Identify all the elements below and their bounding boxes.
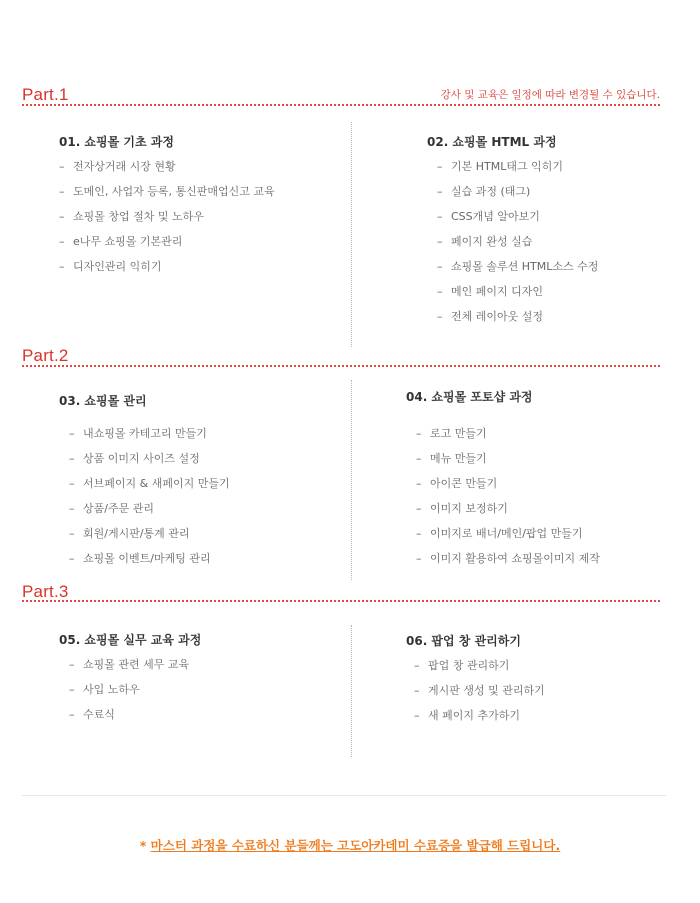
course-title: 03. 쇼핑몰 관리 [59, 394, 147, 408]
list-item: – 내쇼핑몰 카테고리 만들기 [69, 421, 230, 446]
list-item: – 쇼핑몰 관련 세무 교육 [69, 652, 201, 677]
asterisk: * [139, 838, 151, 853]
dash-icon: – [416, 477, 422, 490]
dash-icon: – [437, 285, 443, 298]
list-item: – 쇼핑몰 이벤트/마케팅 관리 [69, 546, 230, 571]
dash-icon: – [414, 709, 420, 722]
part-1-title: Part.1 [22, 85, 69, 104]
dash-icon: – [69, 683, 75, 696]
list-item: – 전체 레이아웃 설정 [437, 304, 598, 329]
part-2-column-divider [351, 380, 352, 580]
list-item: – 쇼핑몰 솔루션 HTML소스 수정 [437, 254, 598, 279]
dash-icon: – [416, 427, 422, 440]
dash-icon: – [59, 160, 65, 173]
list-item: – 아이콘 만들기 [416, 471, 600, 496]
list-item: – 새 페이지 추가하기 [414, 703, 545, 728]
dash-icon: – [416, 452, 422, 465]
dash-icon: – [437, 310, 443, 323]
list-item: – 이미지 보정하기 [416, 496, 600, 521]
list-item: – CSS개념 알아보기 [437, 204, 598, 229]
dash-icon: – [69, 552, 75, 565]
course-title: 01. 쇼핑몰 기초 과정 [59, 135, 174, 149]
course-title: 04. 쇼핑몰 포토샵 과정 [406, 390, 533, 404]
course-title: 06. 팝업 창 관리하기 [406, 634, 521, 648]
list-item: – 상품 이미지 사이즈 설정 [69, 446, 230, 471]
course-03 [59, 393, 230, 571]
certificate-note-text: 마스터 과정을 수료하신 분들께는 고도아카데미 수료증을 발급해 드립니다. [150, 838, 561, 853]
course-01 [59, 134, 275, 279]
list-item: – 기본 HTML태그 익히기 [437, 154, 598, 179]
list-item: – 상품/주문 관리 [69, 496, 230, 521]
list-item: – 로고 만들기 [416, 421, 600, 446]
list-item: – 실습 과정 (태그) [437, 179, 598, 204]
list-item: – 메뉴 만들기 [416, 446, 600, 471]
part-3-column-divider [351, 625, 352, 757]
list-item: – 메인 페이지 디자인 [437, 279, 598, 304]
list-item: – 쇼핑몰 창업 절차 및 노하우 [59, 204, 275, 229]
dash-icon: – [414, 659, 420, 672]
dash-icon: – [59, 235, 65, 248]
list-item: – 회원/게시판/통계 관리 [69, 521, 230, 546]
dash-icon: – [437, 235, 443, 248]
dash-icon: – [59, 210, 65, 223]
part-3-divider [22, 600, 660, 602]
dash-icon: – [414, 684, 420, 697]
part-1-column-divider [351, 122, 352, 347]
dash-icon: – [437, 260, 443, 273]
dash-icon: – [69, 502, 75, 515]
dash-icon: – [69, 708, 75, 721]
list-item: – e나무 쇼핑몰 기본관리 [59, 229, 275, 254]
list-item: – 도메인, 사업자 등록, 통신판매업신고 교육 [59, 179, 275, 204]
course-05 [59, 632, 201, 727]
dash-icon: – [59, 185, 65, 198]
list-item: – 게시판 생성 및 관리하기 [414, 678, 545, 703]
list-item: – 사입 노하우 [69, 677, 201, 702]
list-item: – 페이지 완성 실습 [437, 229, 598, 254]
dash-icon: – [416, 527, 422, 540]
part-1-divider [22, 104, 660, 106]
course-04 [406, 389, 600, 571]
schedule-note: 강사 및 교육은 일정에 따라 변경될 수 있습니다. [440, 89, 660, 101]
part-3-title: Part.3 [22, 582, 69, 601]
dash-icon: – [437, 210, 443, 223]
certificate-note [0, 836, 700, 854]
course-06 [406, 633, 545, 728]
dash-icon: – [69, 477, 75, 490]
dash-icon: – [416, 552, 422, 565]
dash-icon: – [59, 260, 65, 273]
list-item: – 전자상거래 시장 현황 [59, 154, 275, 179]
list-item: – 이미지로 배너/메인/팝업 만들기 [416, 521, 600, 546]
dash-icon: – [69, 658, 75, 671]
footer-divider [22, 795, 666, 796]
part-2-title: Part.2 [22, 346, 69, 365]
dash-icon: – [69, 452, 75, 465]
course-title: 05. 쇼핑몰 실무 교육 과정 [59, 633, 202, 647]
dash-icon: – [69, 527, 75, 540]
list-item: – 디자인관리 익히기 [59, 254, 275, 279]
course-title: 02. 쇼핑몰 HTML 과정 [427, 135, 557, 149]
dash-icon: – [416, 502, 422, 515]
list-item: – 팝업 창 관리하기 [414, 653, 545, 678]
part-2-divider [22, 365, 660, 367]
list-item: – 수료식 [69, 702, 201, 727]
course-02 [427, 134, 598, 329]
dash-icon: – [437, 185, 443, 198]
list-item: – 이미지 활용하여 쇼핑몰이미지 제작 [416, 546, 600, 571]
dash-icon: – [69, 427, 75, 440]
dash-icon: – [437, 160, 443, 173]
list-item: – 서브페이지 & 새페이지 만들기 [69, 471, 230, 496]
